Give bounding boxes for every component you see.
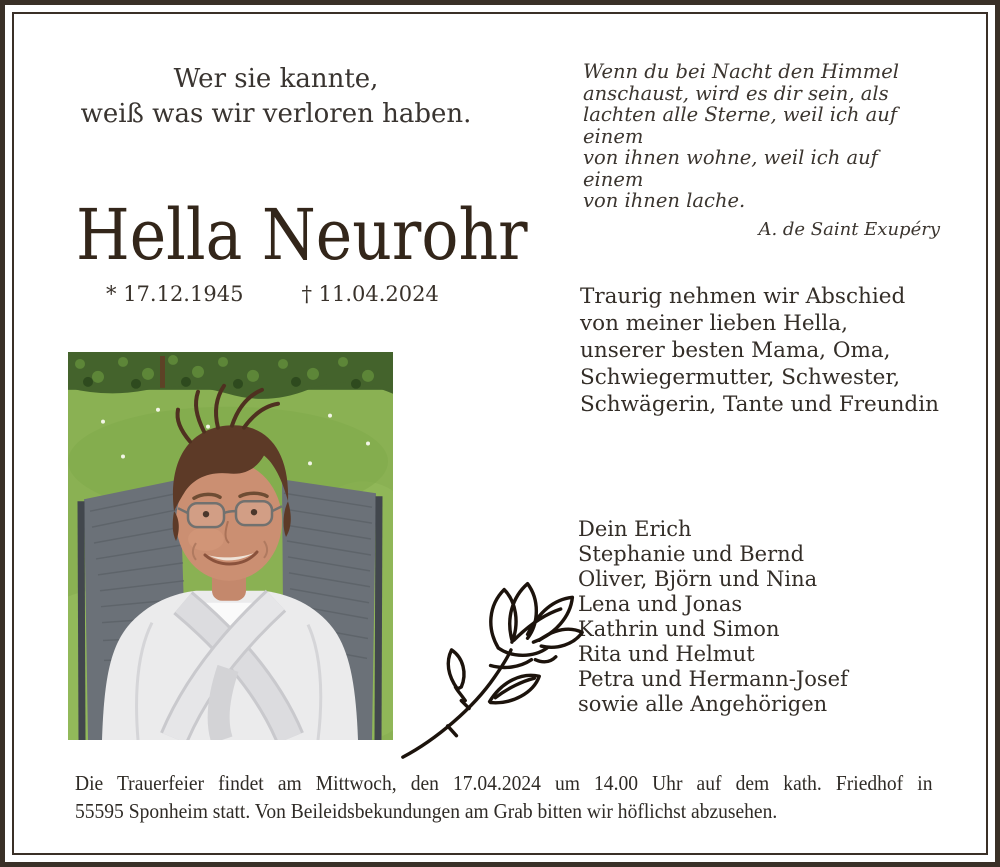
rose-line-art: [394, 572, 590, 762]
quote-attribution: A. de Saint Exupéry: [758, 218, 940, 240]
funeral-line: 55595 Sponheim statt. Von Beileidsbekundungen am Grab bitten wir höflichst abzusehen.: [75, 798, 778, 823]
died-cross-icon: †: [301, 282, 312, 306]
deceased-name: Hella Neurohr: [76, 194, 528, 276]
portrait-photo: [68, 352, 393, 740]
farewell-line: Traurig nehmen wir Abschied: [580, 284, 906, 309]
mourner-line: Petra und Hermann-Josef: [578, 667, 848, 691]
birth-date: * 17.12.1945: [106, 282, 244, 306]
farewell-line: von meiner lieben Hella,: [580, 311, 848, 336]
mourner-line: Stephanie und Bernd: [578, 542, 805, 566]
mourner-line: Dein Erich: [578, 517, 692, 541]
mourners-list: [578, 517, 918, 717]
farewell-line: unserer besten Mama, Oma,: [580, 338, 891, 363]
mourner-line: Kathrin und Simon: [578, 617, 780, 641]
opening-sentiment: [50, 62, 502, 132]
death-date: † 11.04.2024: [301, 282, 439, 306]
mourner-line: Oliver, Björn und Nina: [578, 567, 818, 591]
quote-line: von ihnen lache.: [583, 189, 746, 212]
opening-line: weiß was wir verloren haben.: [80, 99, 472, 129]
life-dates: [76, 282, 439, 306]
portrait-photo-graphic: [68, 352, 393, 740]
farewell-line: Schwägerin, Tante und Freundin: [580, 392, 939, 417]
funeral-line: Die Trauerfeier findet am Mittwoch, den 17.04.2024 um 14.00 Uhr auf dem kath. Friedhof in: [75, 771, 933, 795]
mourner-line: Rita und Helmut: [578, 642, 755, 666]
quote-line: anschaust, wird es dir sein, als: [583, 81, 889, 105]
quote-line: lachten alle Sterne, weil ich auf einem: [583, 103, 898, 148]
quote-line: Wenn du bei Nacht den Himmel: [583, 60, 899, 83]
quote-line: von ihnen wohne, weil ich auf einem: [583, 146, 878, 191]
rose-illustration-icon: [394, 572, 590, 762]
farewell-text: [580, 283, 940, 418]
memorial-quote: [583, 61, 940, 240]
funeral-information: [75, 770, 932, 825]
mourner-line: Lena und Jonas: [578, 592, 743, 616]
farewell-line: Schwiegermutter, Schwester,: [580, 365, 901, 390]
mourner-line: sowie alle Angehörigen: [578, 692, 828, 716]
born-star-icon: *: [106, 282, 117, 306]
opening-line: Wer sie kannte,: [173, 64, 379, 94]
